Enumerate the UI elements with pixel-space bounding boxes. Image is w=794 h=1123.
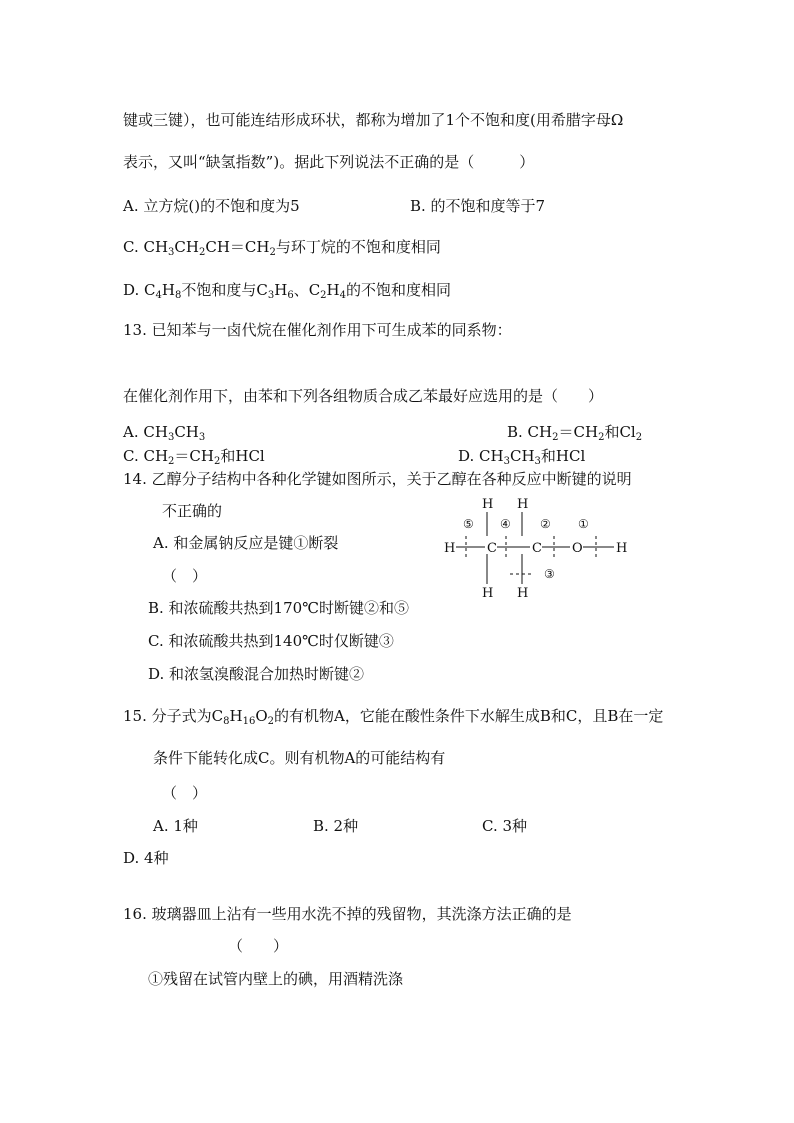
atom-h-bottom-2: H [517,586,529,601]
q15-option-b: B. 2种 [313,817,359,835]
q13-option-a: A. $CH_3CH_3$ [123,423,206,443]
q15-option-c: C. 3种 [482,817,528,835]
atom-o: O [572,541,583,556]
q12-line1: 键或三键），也可能连结形成环状，都称为增加了1个不饱和度(用希腊字母Ω [123,111,624,129]
atom-h-right: H [616,541,628,556]
q16-answer-paren: （ ） [228,937,289,955]
q13-option-d: D. $CH_3CH_3$和HCl [458,447,586,467]
q12-option-c: C. $CH_3CH_2CH=CH_2$与环丁烷的不饱和度相同 [123,238,441,258]
bond-label-2: ② [540,517,551,531]
q16-item-1: ①残留在试管内壁上的碘，用酒精洗涤 [148,970,404,988]
q13-line2: 在催化剂作用下，由苯和下列各组物质合成乙苯最好应选用的是（ ） [123,387,604,405]
ethanol-bond-diagram [436,492,636,602]
bond-label-1: ① [578,517,589,531]
bond-label-5: ⑤ [463,517,474,531]
q15-answer-paren: （ ） [162,784,208,802]
q12-line2: 表示，又叫“缺氢指数”)。据此下列说法不正确的是（ ） [123,153,535,171]
atom-c2: C [532,541,542,556]
atom-h-left: H [444,541,456,556]
q12-option-d: D. $C_4H_8$不饱和度与$C_3H_6$、$C_2H_4$的不饱和度相同 [123,281,452,301]
bond-label-3: ③ [544,567,555,581]
atom-h-top-1: H [482,497,494,512]
q14-answer-paren: （ ） [162,567,208,585]
q14-stem: 14. 乙醇分子结构中各种化学键如图所示，关于乙醇在各种反应中断键的说明 [123,470,632,488]
q15-option-d: D. 4种 [123,849,169,867]
q13-option-c: C. $CH_2=CH_2$和HCl [123,447,265,467]
q15-stem: 15. 分子式为$C_8H_{16}O_2$的有机物A，它能在酸性条件下水解生成B和C，且B在一定 [123,707,664,727]
q14-option-b: B. 和浓硫酸共热到170℃时断键②和⑤ [148,599,409,617]
atom-h-top-2: H [517,497,529,512]
q14-stem-cont: 不正确的 [162,502,223,520]
q12-option-b: B. 的不饱和度等于7 [410,197,546,215]
q14-option-c: C. 和浓硫酸共热到140℃时仅断键③ [148,632,394,650]
q14-option-d: D. 和浓氢溴酸混合加热时断键② [148,665,365,683]
q12-option-a: A. 立方烷()的不饱和度为5 [123,197,300,215]
bond-label-4: ④ [500,517,511,531]
q15-option-a: A. 1种 [153,817,198,835]
atom-c1: C [487,541,497,556]
q14-option-a: A. 和金属钠反应是键①断裂 [153,534,339,552]
atom-h-bottom-1: H [482,586,494,601]
q15-line2: 条件下能转化成C。则有机物A的可能结构有 [153,749,446,767]
q13-option-b: B. $CH_2=CH_2$和$Cl_2$ [507,423,643,443]
q16-stem: 16. 玻璃器皿上沾有一些用水洗不掉的残留物，其洗涤方法正确的是 [123,905,572,923]
q13-stem: 13. 已知苯与一卤代烷在催化剂作用下可生成苯的同系物： [123,321,512,339]
